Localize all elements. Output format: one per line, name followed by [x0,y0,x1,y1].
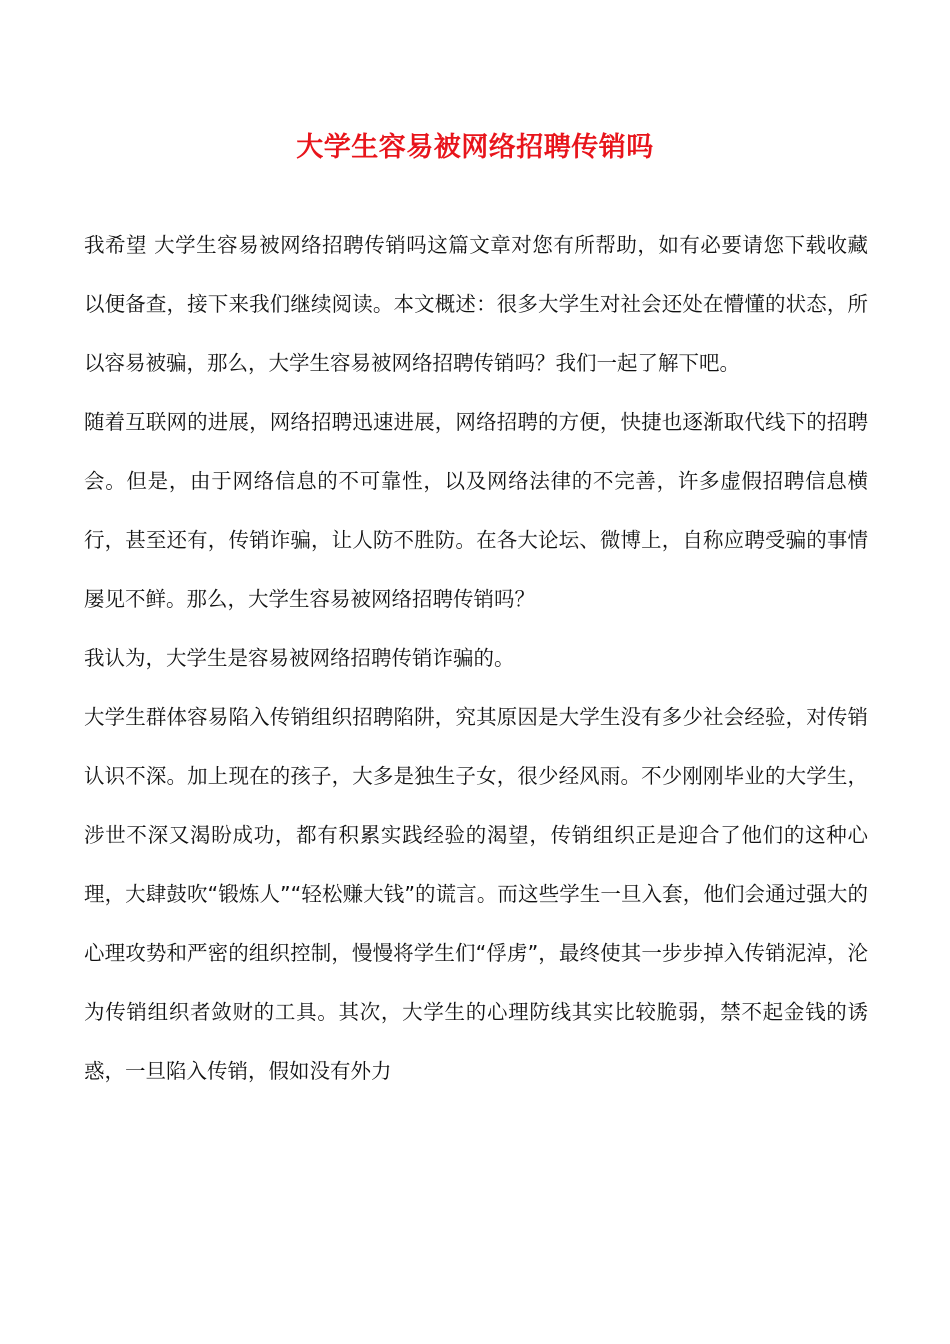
paragraph-opinion: 我认为，大学生是容易被网络招聘传销诈骗的。 [84,646,515,670]
paragraph-background: 随着互联网的进展，网络招聘迅速进展，网络招聘的方便，快捷也逐渐取代线下的招聘会。但是，由于网络信息的不可靠性，以及网络法律的不完善，许多虚假招聘信息横行，甚至还有，传销诈骗，让人防不胜防。在各大论坛、微博上，自称应聘受骗的事情屡见不鲜。那么，大学生容易被网络招聘传销吗？ [84,410,868,611]
paragraph-intro: 我希望 大学生容易被网络招聘传销吗这篇文章对您有所帮助，如有必要请您下载收藏以便备查，接下来我们继续阅读。本文概述：很多大学生对社会还处在懵懂的状态，所以容易被骗，那么，大学生容易被网络招聘传销吗？我们一起了解下吧。 [84,233,868,375]
paragraph-reasons: 大学生群体容易陷入传销组织招聘陷阱，究其原因是大学生没有多少社会经验，对传销认识不深。加上现在的孩子，大多是独生子女，很少经风雨。不少刚刚毕业的大学生，涉世不深又渴盼成功，都有积累实践经验的渴望，传销组织正是迎合了他们的这种心理，大肆鼓吹“锻炼人”“轻松赚大钱”的谎言。而这些学生一旦入套，他们会通过强大的心理攻势和严密的组织控制，慢慢将学生们“俘虏”，最终使其一步步掉入传销泥淖，沦为传销组织者敛财的工具。其次，大学生的心理防线其实比较脆弱，禁不起金钱的诱惑，一旦陷入传销，假如没有外力 [84,705,868,1083]
document-body [84,216,868,1101]
document-title: 大学生容易被网络招聘传销吗 [296,132,654,163]
